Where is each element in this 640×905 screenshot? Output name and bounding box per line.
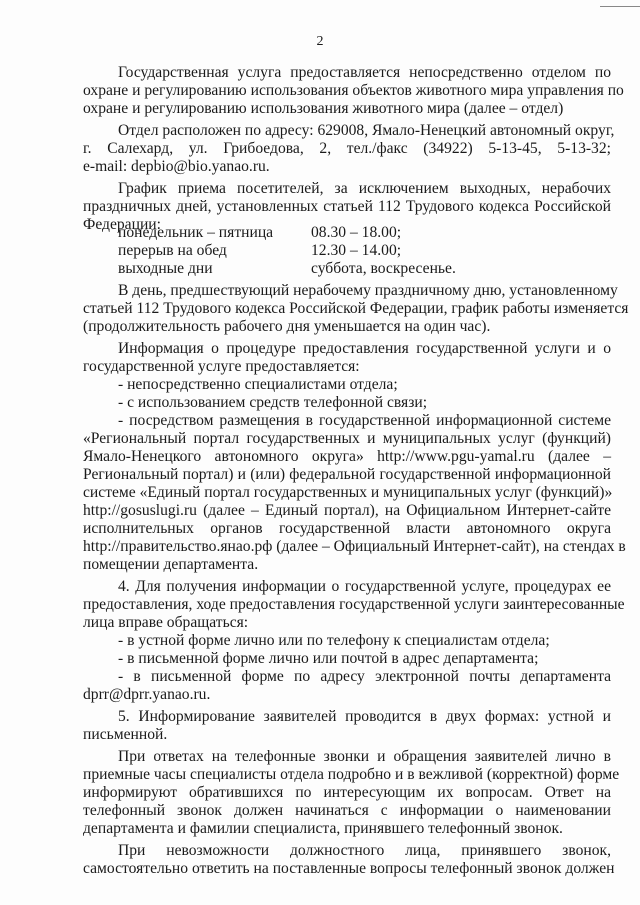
text-line: Государственная услуга предоставляется непосредственно отделом по xyxy=(118,64,611,81)
text-line: предоставления, ходе предоставления государственной услуги заинтересованные xyxy=(83,596,625,613)
scan-mark xyxy=(600,6,640,7)
text-line: Региональный портал) и (или) федеральной государственной информационной xyxy=(83,466,611,483)
text-line: http://правительство.янао.рф (далее – Официальный Интернет-сайт), на стендах в xyxy=(83,538,626,555)
text-line: Федерации: xyxy=(83,216,161,233)
text-line: - с использованием средств телефонной связи; xyxy=(118,394,428,411)
text-line: dprr@dprr.yanao.ru. xyxy=(83,686,211,703)
text-line: департамента и фамилии специалиста, принявшего телефонный звонок. xyxy=(83,820,563,837)
schedule-day: перерыв на обед xyxy=(118,242,227,259)
text-line: - в письменной форме по адресу электронной почты департамента xyxy=(118,668,611,685)
text-line: лица вправе обращаться: xyxy=(83,614,249,631)
text-line: Ямало-Ненецкого автономного округа» http://www.pgu-yamal.ru (далее – xyxy=(83,448,611,465)
text-line: - в устной форме лично или по телефону к специалистам отдела; xyxy=(118,632,550,649)
text-line: телефонный звонок должен начинаться с информации о наименовании xyxy=(83,802,611,819)
text-line: В день, предшествующий нерабочему праздничному дню, установленному xyxy=(118,282,618,299)
text-line: http://gosuslugi.ru (далее – Единый портал), на Официальном Интернет-сайте xyxy=(83,502,611,519)
text-line: «Региональный портал государственных и муниципальных услуг (функций) xyxy=(83,430,611,447)
text-line: (продолжительность рабочего дня уменьшается на один час). xyxy=(83,318,491,335)
text-line: - непосредственно специалистами отдела; xyxy=(118,376,398,393)
text-line: При ответах на телефонные звонки и обращения заявителей лично в xyxy=(118,748,611,765)
text-line: 5. Информирование заявителей проводится в двух формах: устной и xyxy=(118,708,611,725)
text-line: - в письменной форме лично или почтой в адрес департамента; xyxy=(118,650,539,667)
text-line: приемные часы специалисты отдела подробно и в вежливой (корректной) форме xyxy=(83,766,620,783)
text-line: государственной услуге предоставляется: xyxy=(83,358,360,375)
schedule-time: 08.30 – 18.00; xyxy=(311,224,402,241)
text-line: охране и регулированию использования животного мира (далее – отдел) xyxy=(83,100,564,117)
text-line: г. Салехард, ул. Грибоедова, 2, тел./факс (34922) 5-13-45, 5-13-32; xyxy=(83,140,611,157)
text-line: 4. Для получения информации о государственной услуге, процедурах ее xyxy=(118,578,611,595)
text-line: системе «Единый портал государственных и муниципальных услуг (функций)» xyxy=(83,484,613,501)
text-line: исполнительных органов государственной власти автономного округа xyxy=(83,520,611,537)
text-line: охране и регулированию использования объектов животного мира управления по xyxy=(83,82,624,99)
text-line: помещении департамента. xyxy=(83,556,259,573)
text-line: письменной. xyxy=(83,726,168,743)
text-line: Информация о процедуре предоставления государственной услуги и о xyxy=(118,340,611,357)
text-line: e-mail: depbio@bio.yanao.ru. xyxy=(83,158,270,175)
page-number: 2 xyxy=(316,34,324,49)
text-line: - посредством размещения в государственной информационной системе xyxy=(118,412,611,429)
text-line: График приема посетителей, за исключением выходных, нерабочих xyxy=(118,180,611,197)
schedule-time: суббота, воскресенье. xyxy=(311,260,456,277)
text-line: статьей 112 Трудового кодекса Российской Федерации, график работы изменяется xyxy=(83,300,629,317)
schedule-day: выходные дни xyxy=(118,260,213,277)
schedule-day: понедельник – пятница xyxy=(118,224,274,241)
text-line: При невозможности должностного лица, принявшего звонок, xyxy=(118,842,611,859)
schedule-time: 12.30 – 14.00; xyxy=(311,242,402,259)
text-line: информируют обратившихся по интересующим их вопросам. Ответ на xyxy=(83,784,611,801)
text-line: Отдел расположен по адресу: 629008, Ямало-Ненецкий автономный округ, xyxy=(118,122,615,139)
text-line: самостоятельно ответить на поставленные вопросы телефонный звонок должен xyxy=(83,860,615,877)
text-line: праздничных дней, установленных статьей 112 Трудового кодекса Российской xyxy=(83,198,611,215)
